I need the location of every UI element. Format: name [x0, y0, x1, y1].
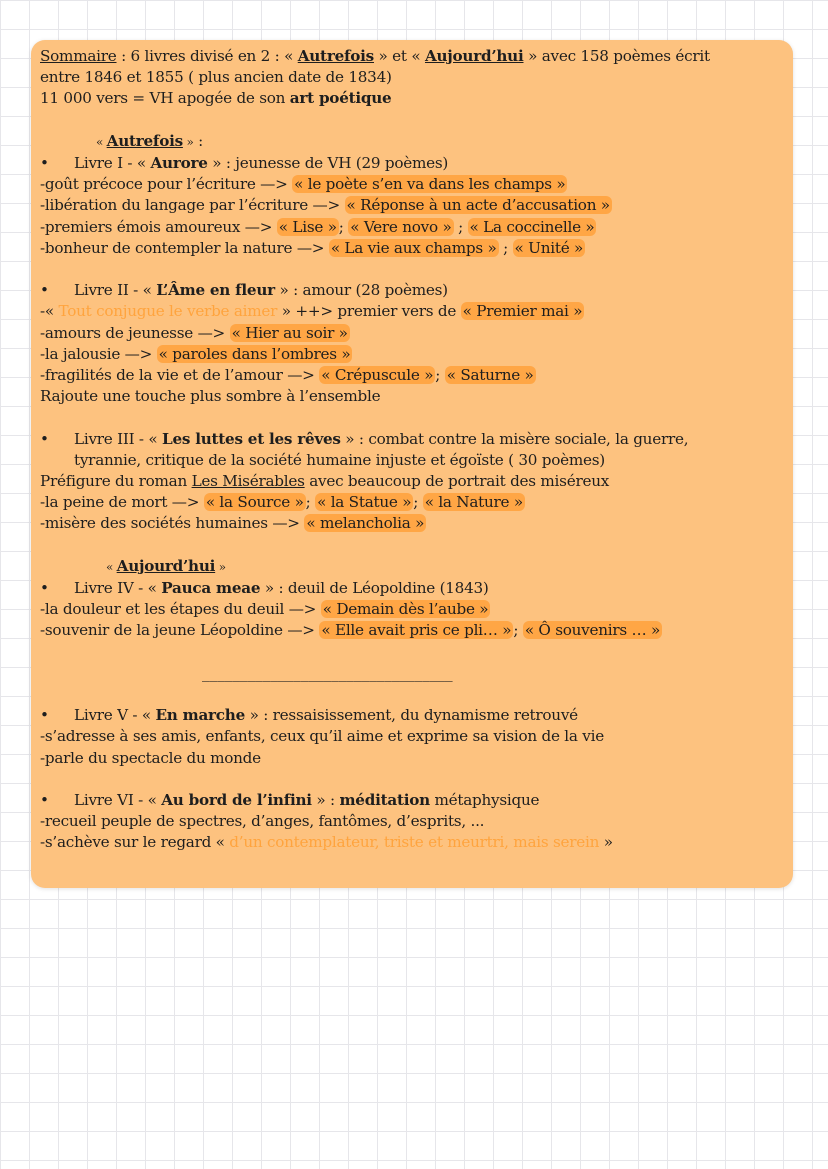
highlight: « paroles dans l’ombres »: [158, 344, 351, 363]
bullet-icon: •: [40, 706, 49, 725]
livre-1-heading: • Livre I - « Aurore » : jeunesse de VH (29 poèmes): [40, 153, 785, 174]
livre-6-line-2: -s’achève sur le regard « d’un contemplateur, triste et meurtri, mais serein »: [40, 833, 613, 852]
livre-1-line-4: -bonheur de contempler la nature —> « La vie aux champs » ; « Unité »: [40, 238, 584, 257]
bullet-icon: •: [40, 154, 49, 172]
highlight: « la Source »: [205, 493, 304, 512]
highlight: « Unité »: [514, 238, 584, 257]
highlight: « Saturne »: [446, 366, 534, 385]
bullet-icon: •: [40, 791, 49, 809]
quote-orange: Tout conjugue le verbe aimer: [58, 302, 278, 321]
sommaire-line-1: Sommaire : 6 livres divisé en 2 : « Autrefois » et « Aujourd’hui » avec 158 poèmes écrit: [40, 47, 710, 65]
livre-3-heading: • Livre III - « Les luttes et les rêves » : combat contre la misère sociale, la guerre,: [40, 429, 785, 450]
livre-2-line-4: -fragilités de la vie et de l’amour —> « Crépuscule » ; « Saturne »: [40, 366, 534, 385]
livre-2-line-2: -amours de jeunesse —> « Hier au soir »: [40, 323, 348, 342]
bullet-icon: •: [40, 579, 49, 598]
bullet-icon: •: [40, 281, 49, 300]
livre-1-line-2: -libération du langage par l’écriture —> « Réponse à un acte d’accusation »: [40, 196, 610, 215]
sommaire-line-2: entre 1846 et 1855 ( plus ancien date de 1834): [40, 68, 392, 87]
livre-5-heading: • Livre V - « En marche » : ressaisissement, du dynamisme retrouvé: [40, 705, 785, 726]
highlight: « Ô souvenirs … »: [524, 621, 661, 640]
livre-6-heading: • Livre VI - « Au bord de l’infini » : méditation métaphysique: [40, 790, 785, 811]
summary-card: [31, 40, 793, 888]
highlight: « la Nature »: [424, 493, 523, 512]
livre-3-line-2: -la peine de mort —> « la Source » ; « la Statue » ; « la Nature »: [40, 493, 523, 512]
bullet-icon: •: [40, 429, 49, 448]
livre-1-line-3: -premiers émois amoureux —> « Lise » ; « Vere novo » ; « La coccinelle »: [40, 217, 595, 236]
quote-orange: d’un contemplateur, triste et meurtri, mais serein: [229, 833, 600, 852]
livre-4-line-1: -la douleur et les étapes du deuil —> « Demain dès l’aube »: [40, 600, 489, 619]
livre-3-line-1: Préfigure du roman Les Misérables avec beaucoup de portrait des miséreux: [40, 472, 610, 491]
highlight: « Vere novo »: [350, 217, 452, 236]
section-heading-aujourdhui: « Aujourd’hui »: [106, 556, 226, 575]
sommaire-label: Sommaire: [40, 47, 117, 65]
highlight: « Lise »: [278, 217, 337, 236]
livre-2-line-3: -la jalousie —> « paroles dans l’ombres »: [40, 344, 351, 363]
livre-5-line-2: -parle du spectacle du monde: [40, 748, 261, 767]
highlight: « Premier mai »: [462, 302, 583, 321]
highlight: « Hier au soir »: [231, 323, 348, 342]
livre-2-heading: • Livre II - « L’Âme en fleur » : amour (28 poèmes): [40, 280, 785, 301]
aujourdhui-title: Aujourd’hui: [424, 47, 524, 65]
livre-3-heading-cont: tyrannie, critique de la société humaine injuste et égoïste ( 30 poèmes): [74, 450, 605, 469]
livre-4-heading: • Livre IV - « Pauca meae » : deuil de Léopoldine (1843): [40, 578, 785, 599]
livre-2-line-5: Rajoute une touche plus sombre à l’ensemble: [40, 387, 381, 406]
separator-line: _________________________________: [202, 663, 453, 682]
highlight: « Demain dès l’aube »: [322, 600, 489, 619]
livre-3-line-3: -misère des sociétés humaines —> « melancholia »: [40, 514, 425, 533]
highlight: « Elle avait pris ce pli… »: [321, 621, 512, 640]
livre-1-line-1: -goût précoce pour l’écriture —> « le poète s’en va dans les champs »: [40, 175, 566, 194]
highlight: « melancholia »: [306, 514, 425, 533]
highlight: « Réponse à un acte d’accusation »: [346, 196, 610, 215]
section-heading-autrefois: « Autrefois » :: [96, 131, 204, 150]
highlight: « La coccinelle »: [469, 217, 595, 236]
highlight: « la Statue »: [317, 493, 412, 512]
autrefois-title: Autrefois: [297, 47, 374, 65]
highlight: « La vie aux champs »: [330, 238, 497, 257]
livre-6-line-1: -recueil peuple de spectres, d’anges, fantômes, d’esprits, ...: [40, 812, 485, 831]
sommaire-line-3: 11 000 vers = VH apogée de son art poétique: [40, 89, 392, 108]
highlight: « Crépuscule »: [321, 366, 434, 385]
livre-5-line-1: -s’adresse à ses amis, enfants, ceux qu’il aime et exprime sa vision de la vie: [40, 727, 604, 746]
livre-2-line-1: -« Tout conjugue le verbe aimer » ++> premier vers de « Premier mai »: [40, 302, 583, 321]
livre-4-line-2: -souvenir de la jeune Léopoldine —> « Elle avait pris ce pli… » ; « Ô souvenirs … »: [40, 621, 661, 640]
highlight: « le poète s’en va dans les champs »: [294, 175, 566, 194]
